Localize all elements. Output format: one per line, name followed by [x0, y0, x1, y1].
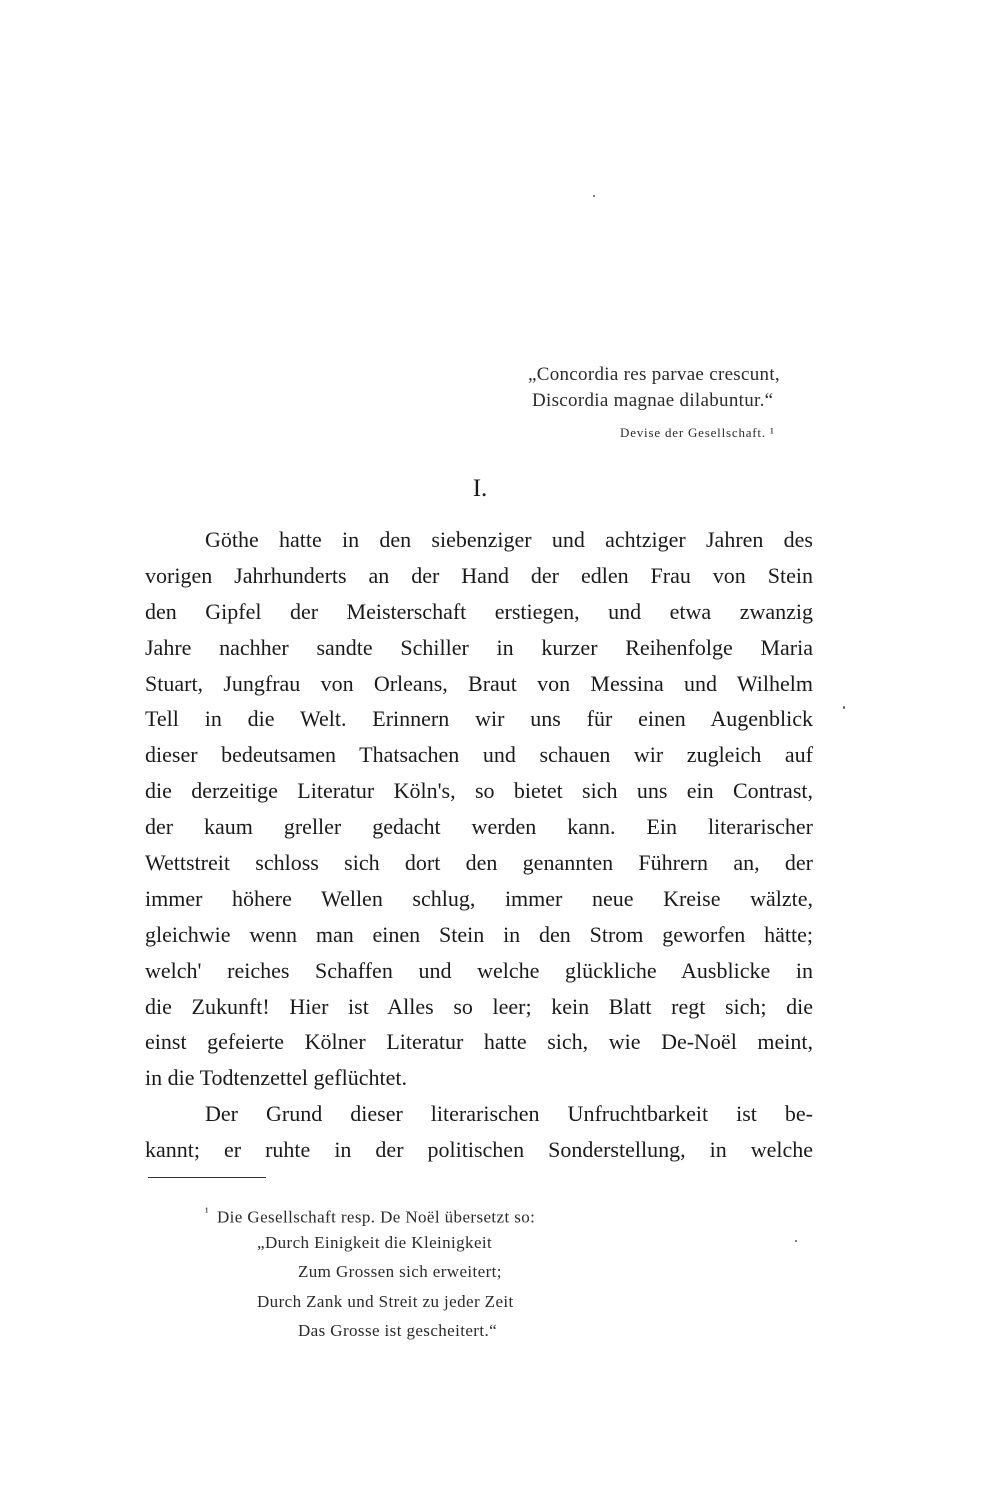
- text-line: Jahre nachher sandte Schiller in kurzer Reihenfolge Maria: [145, 634, 813, 660]
- footnote-verse-line: Durch Zank und Streit zu jeder Zeit: [257, 1291, 514, 1311]
- text-line: gleichwie wenn man einen Stein in den Strom geworfen hätte;: [145, 921, 813, 947]
- footnote-verse-line: Zum Grossen sich erweitert;: [298, 1262, 502, 1281]
- footnote-intro: Die Gesellschaft resp. De Noël übersetzt so:: [217, 1207, 536, 1227]
- text-line: dieser bedeutsamen Thatsachen und schauen wir zugleich auf: [145, 742, 813, 768]
- text-line: immer höhere Wellen schlug, immer neue Kreise wälzte,: [145, 885, 813, 911]
- page-speck: [843, 706, 845, 709]
- text-line: kannt; er ruhte in der politischen Sonderstellung, in welche: [145, 1137, 813, 1163]
- paragraph: [145, 1096, 813, 1168]
- page-speck: [795, 1240, 797, 1242]
- text-line: Göthe hatte in den siebenziger und achtziger Jahren des: [205, 527, 813, 552]
- epigraph: [528, 362, 828, 414]
- text-line: den Gipfel der Meisterschaft erstiegen, und etwa zwanzig: [145, 598, 813, 624]
- text-line: Stuart, Jungfrau von Orleans, Braut von Messina und Wilhelm: [145, 670, 813, 696]
- main-text: [145, 522, 813, 1168]
- text-line: Der Grund dieser literarischen Unfruchtbarkeit ist be-: [205, 1101, 813, 1127]
- footnote: [205, 1198, 705, 1346]
- text-line: Wettstreit schloss sich dort den genannten Führern an, der: [145, 850, 813, 876]
- footnote-verse-line: „Durch Einigkeit die Kleinigkeit: [257, 1232, 493, 1252]
- footnote-intro-line: [205, 1198, 705, 1228]
- paragraph: [145, 522, 813, 1096]
- text-line: einst gefeierte Kölner Literatur hatte sich, wie De-Noël meint,: [145, 1029, 813, 1055]
- text-line: der kaum greller gedacht werden kann. Ein literarischer: [145, 814, 813, 840]
- epigraph-attribution: Devise der Gesellschaft. ¹: [620, 425, 775, 440]
- footnote-marker: ¹: [205, 1205, 209, 1219]
- page-speck: [593, 195, 595, 197]
- text-line: welch' reiches Schaffen und welche glückliche Ausblicke in: [145, 957, 813, 983]
- text-line: vorigen Jahrhunderts an der Hand der edlen Frau von Stein: [145, 562, 813, 588]
- text-line: in die Todtenzettel geflüchtet.: [145, 1065, 407, 1091]
- epigraph-line: „Concordia res parvae crescunt,: [528, 364, 780, 385]
- epigraph-line: Discordia magnae dilabuntur.“: [532, 390, 774, 411]
- chapter-number: I.: [472, 475, 488, 502]
- footnote-verse-line: Das Grosse ist gescheitert.“: [298, 1321, 498, 1340]
- footnote-separator: [148, 1177, 266, 1178]
- text-line: die derzeitige Literatur Köln's, so bietet sich uns ein Contrast,: [145, 778, 813, 804]
- text-line: die Zukunft! Hier ist Alles so leer; kein Blatt regt sich; die: [145, 993, 813, 1019]
- text-line: Tell in die Welt. Erinnern wir uns für einen Augenblick: [145, 706, 813, 732]
